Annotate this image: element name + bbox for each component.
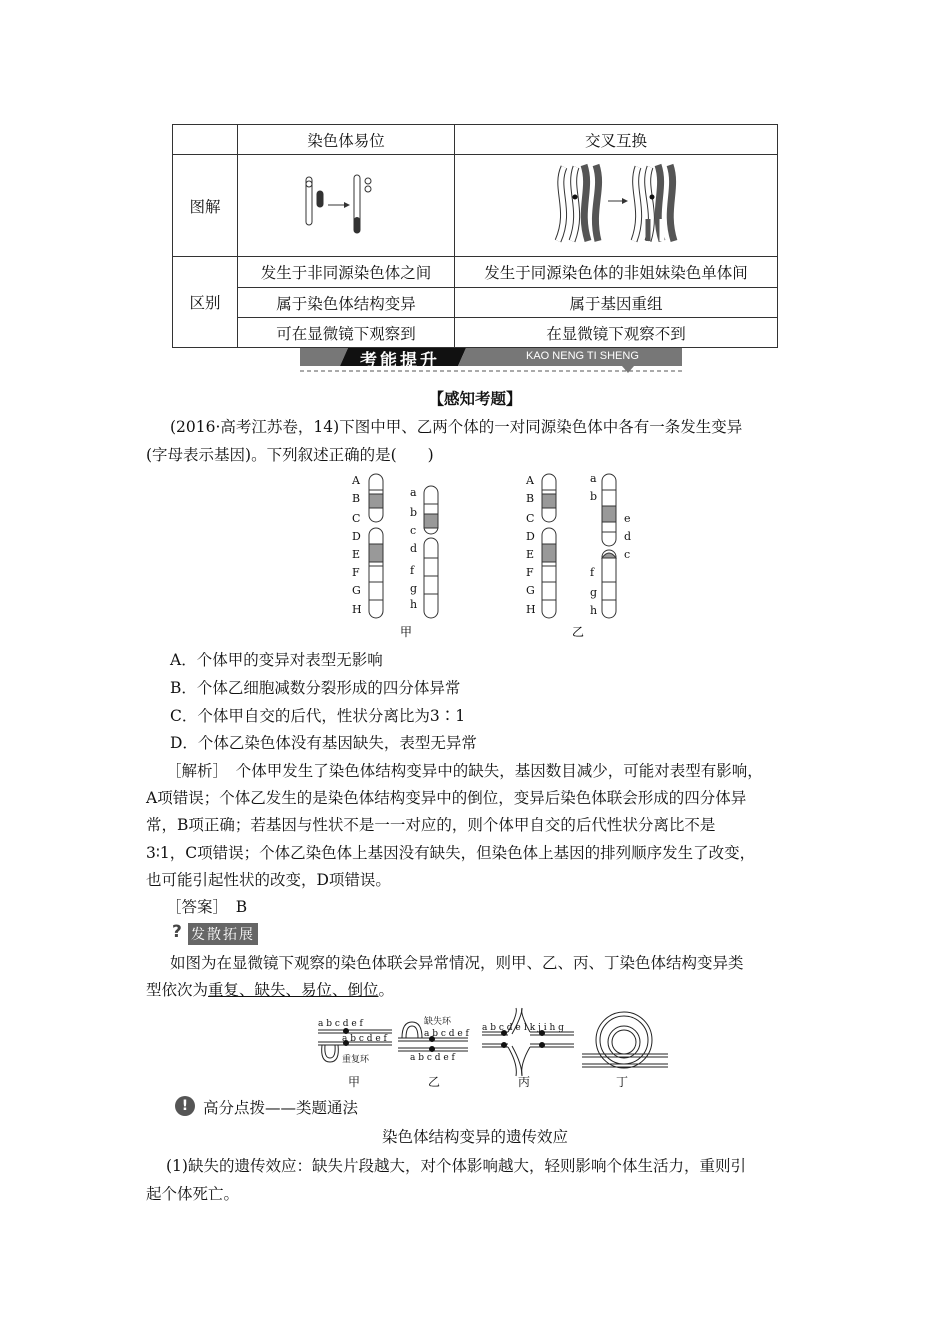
fig-bing-right: l k j i h g bbox=[524, 1023, 564, 1033]
gene-label: g bbox=[590, 586, 598, 599]
translocation-diagram bbox=[238, 155, 455, 257]
option-a: A．个体甲的变异对表型无影响 bbox=[170, 651, 383, 669]
gene-label: c bbox=[410, 524, 417, 537]
gene-label: E bbox=[526, 548, 535, 561]
expand-tag-label: 发散拓展 bbox=[188, 923, 258, 945]
fig-label-ding: 丁 bbox=[616, 1075, 629, 1089]
analysis-line: 常，B项正确；若基因与性状不是一一对应的，则个体甲自交的后代性状分离比不是 bbox=[146, 816, 716, 834]
gene-label: e bbox=[624, 512, 631, 525]
row-label-difference: 区别 bbox=[173, 257, 238, 348]
gene-label: a bbox=[590, 472, 597, 485]
analysis-line: 3∶1，C项错误；个体乙染色体上基因没有缺失，但染色体上基因的排列顺序发生了改变， bbox=[146, 844, 756, 862]
header-translocation: 染色体易位 bbox=[238, 125, 455, 155]
gene-label: a bbox=[410, 486, 417, 499]
option-c: C．个体甲自交的后代，性状分离比为3∶1 bbox=[170, 707, 466, 725]
banner-title: 考能提升 bbox=[360, 351, 440, 371]
option-b: B．个体乙细胞减数分裂形成的四分体异常 bbox=[170, 679, 461, 697]
gene-label: B bbox=[526, 492, 535, 505]
expand-line: 型依次为重复、缺失、易位、倒位。 bbox=[146, 981, 395, 999]
tips-subtitle: 染色体结构变异的遗传效应 bbox=[381, 1128, 568, 1146]
diff-cell: 发生于同源染色体的非姐妹染色单体间 bbox=[455, 257, 778, 288]
question-line: (字母表示基因)。下列叙述正确的是( ) bbox=[146, 446, 434, 464]
crossover-figure bbox=[546, 159, 686, 249]
option-d: D．个体乙染色体没有基因缺失，表型无异常 bbox=[170, 734, 477, 752]
gene-label: G bbox=[352, 584, 361, 597]
gene-label: h bbox=[590, 604, 598, 617]
fig-jia-top: a b c d e f bbox=[318, 1019, 363, 1029]
gene-label: d bbox=[410, 542, 418, 555]
diff-cell: 属于染色体结构变异 bbox=[238, 288, 455, 318]
label-jia: 甲 bbox=[400, 625, 413, 639]
tips-line: (1)缺失的遗传效应：缺失片段越大，对个体影响越大，轻则影响个体生活力，重则引 bbox=[166, 1157, 746, 1175]
table-corner bbox=[173, 125, 238, 155]
fig-yi-mid: a b c d e f bbox=[424, 1029, 469, 1039]
gene-label: c bbox=[624, 548, 631, 561]
header-crossover: 交叉互换 bbox=[455, 125, 778, 155]
diff-cell: 属于基因重组 bbox=[455, 288, 778, 318]
gene-label: C bbox=[526, 512, 535, 525]
gene-label: f bbox=[410, 564, 415, 577]
translocation-figure bbox=[296, 169, 396, 239]
analysis-line: 也可能引起性状的改变，D项错误。 bbox=[146, 871, 391, 889]
comparison-table bbox=[172, 124, 778, 348]
gene-label: b bbox=[590, 490, 598, 503]
tips-title: 高分点拨——类题通法 bbox=[203, 1099, 359, 1117]
fig-jia-bot: a b c d e f bbox=[342, 1034, 387, 1044]
gene-label: F bbox=[526, 566, 534, 579]
diff-cell: 发生于非同源染色体之间 bbox=[238, 257, 455, 288]
question-icon: ? bbox=[172, 922, 182, 942]
row-label-diagram: 图解 bbox=[173, 155, 238, 257]
gene-label: A bbox=[352, 474, 360, 487]
section-title: 【感知考题】 bbox=[428, 389, 522, 408]
gene-label: d bbox=[624, 530, 632, 543]
gene-label: A bbox=[526, 474, 534, 487]
fig-label-jia: 甲 bbox=[348, 1075, 361, 1089]
fig-deletion-loop: 缺失环 bbox=[424, 1017, 452, 1027]
gene-label: D bbox=[526, 530, 535, 543]
expand-line: 如图为在显微镜下观察的染色体联会异常情况，则甲、乙、丙、丁染色体结构变异类 bbox=[170, 954, 744, 972]
fig-yi-bot: a b c d e f bbox=[410, 1053, 455, 1063]
label-yi: 乙 bbox=[572, 625, 585, 639]
gene-label: F bbox=[352, 566, 360, 579]
fig-bing-left: a b c d e bbox=[482, 1023, 521, 1033]
gene-label: E bbox=[352, 548, 361, 561]
expand-answer: 重复、缺失、易位、倒位 bbox=[208, 981, 379, 999]
gene-label: h bbox=[410, 598, 418, 611]
analysis-line: A项错误；个体乙发生的是染色体结构变异中的倒位，变异后染色体联会形成的四分体异 bbox=[146, 789, 747, 807]
gene-label: H bbox=[352, 603, 362, 616]
gene-label: b bbox=[410, 506, 418, 519]
gene-label: f bbox=[590, 566, 595, 579]
banner-pinyin: KAO NENG TI SHENG bbox=[526, 350, 639, 362]
gene-label: g bbox=[410, 582, 418, 595]
exclamation-icon: ! bbox=[175, 1096, 195, 1116]
question-line: (2016·高考江苏卷，14)下图中甲、乙两个体的一对同源染色体中各有一条发生变异 bbox=[170, 418, 743, 436]
fig-repeat-loop: 重复环 bbox=[342, 1055, 370, 1065]
tips-line: 起个体死亡。 bbox=[146, 1185, 240, 1203]
gene-label: G bbox=[526, 584, 535, 597]
chromosome-figure bbox=[340, 470, 640, 642]
diff-cell: 在显微镜下观察不到 bbox=[455, 318, 778, 348]
gene-label: B bbox=[352, 492, 361, 505]
gene-label: C bbox=[352, 512, 361, 525]
section-banner bbox=[300, 346, 682, 374]
answer: ［答案］ B bbox=[166, 898, 248, 916]
synapsis-figure bbox=[312, 1004, 672, 1090]
crossover-diagram bbox=[455, 155, 778, 257]
analysis-line: ［解析］ 个体甲发生了染色体结构变异中的缺失，基因数目减少，可能对表型有影响， bbox=[166, 762, 763, 780]
fig-label-bing: 丙 bbox=[518, 1075, 531, 1089]
diff-cell: 可在显微镜下观察到 bbox=[238, 318, 455, 348]
gene-label: D bbox=[352, 530, 361, 543]
gene-label: H bbox=[526, 603, 536, 616]
fig-label-yi: 乙 bbox=[428, 1075, 441, 1089]
